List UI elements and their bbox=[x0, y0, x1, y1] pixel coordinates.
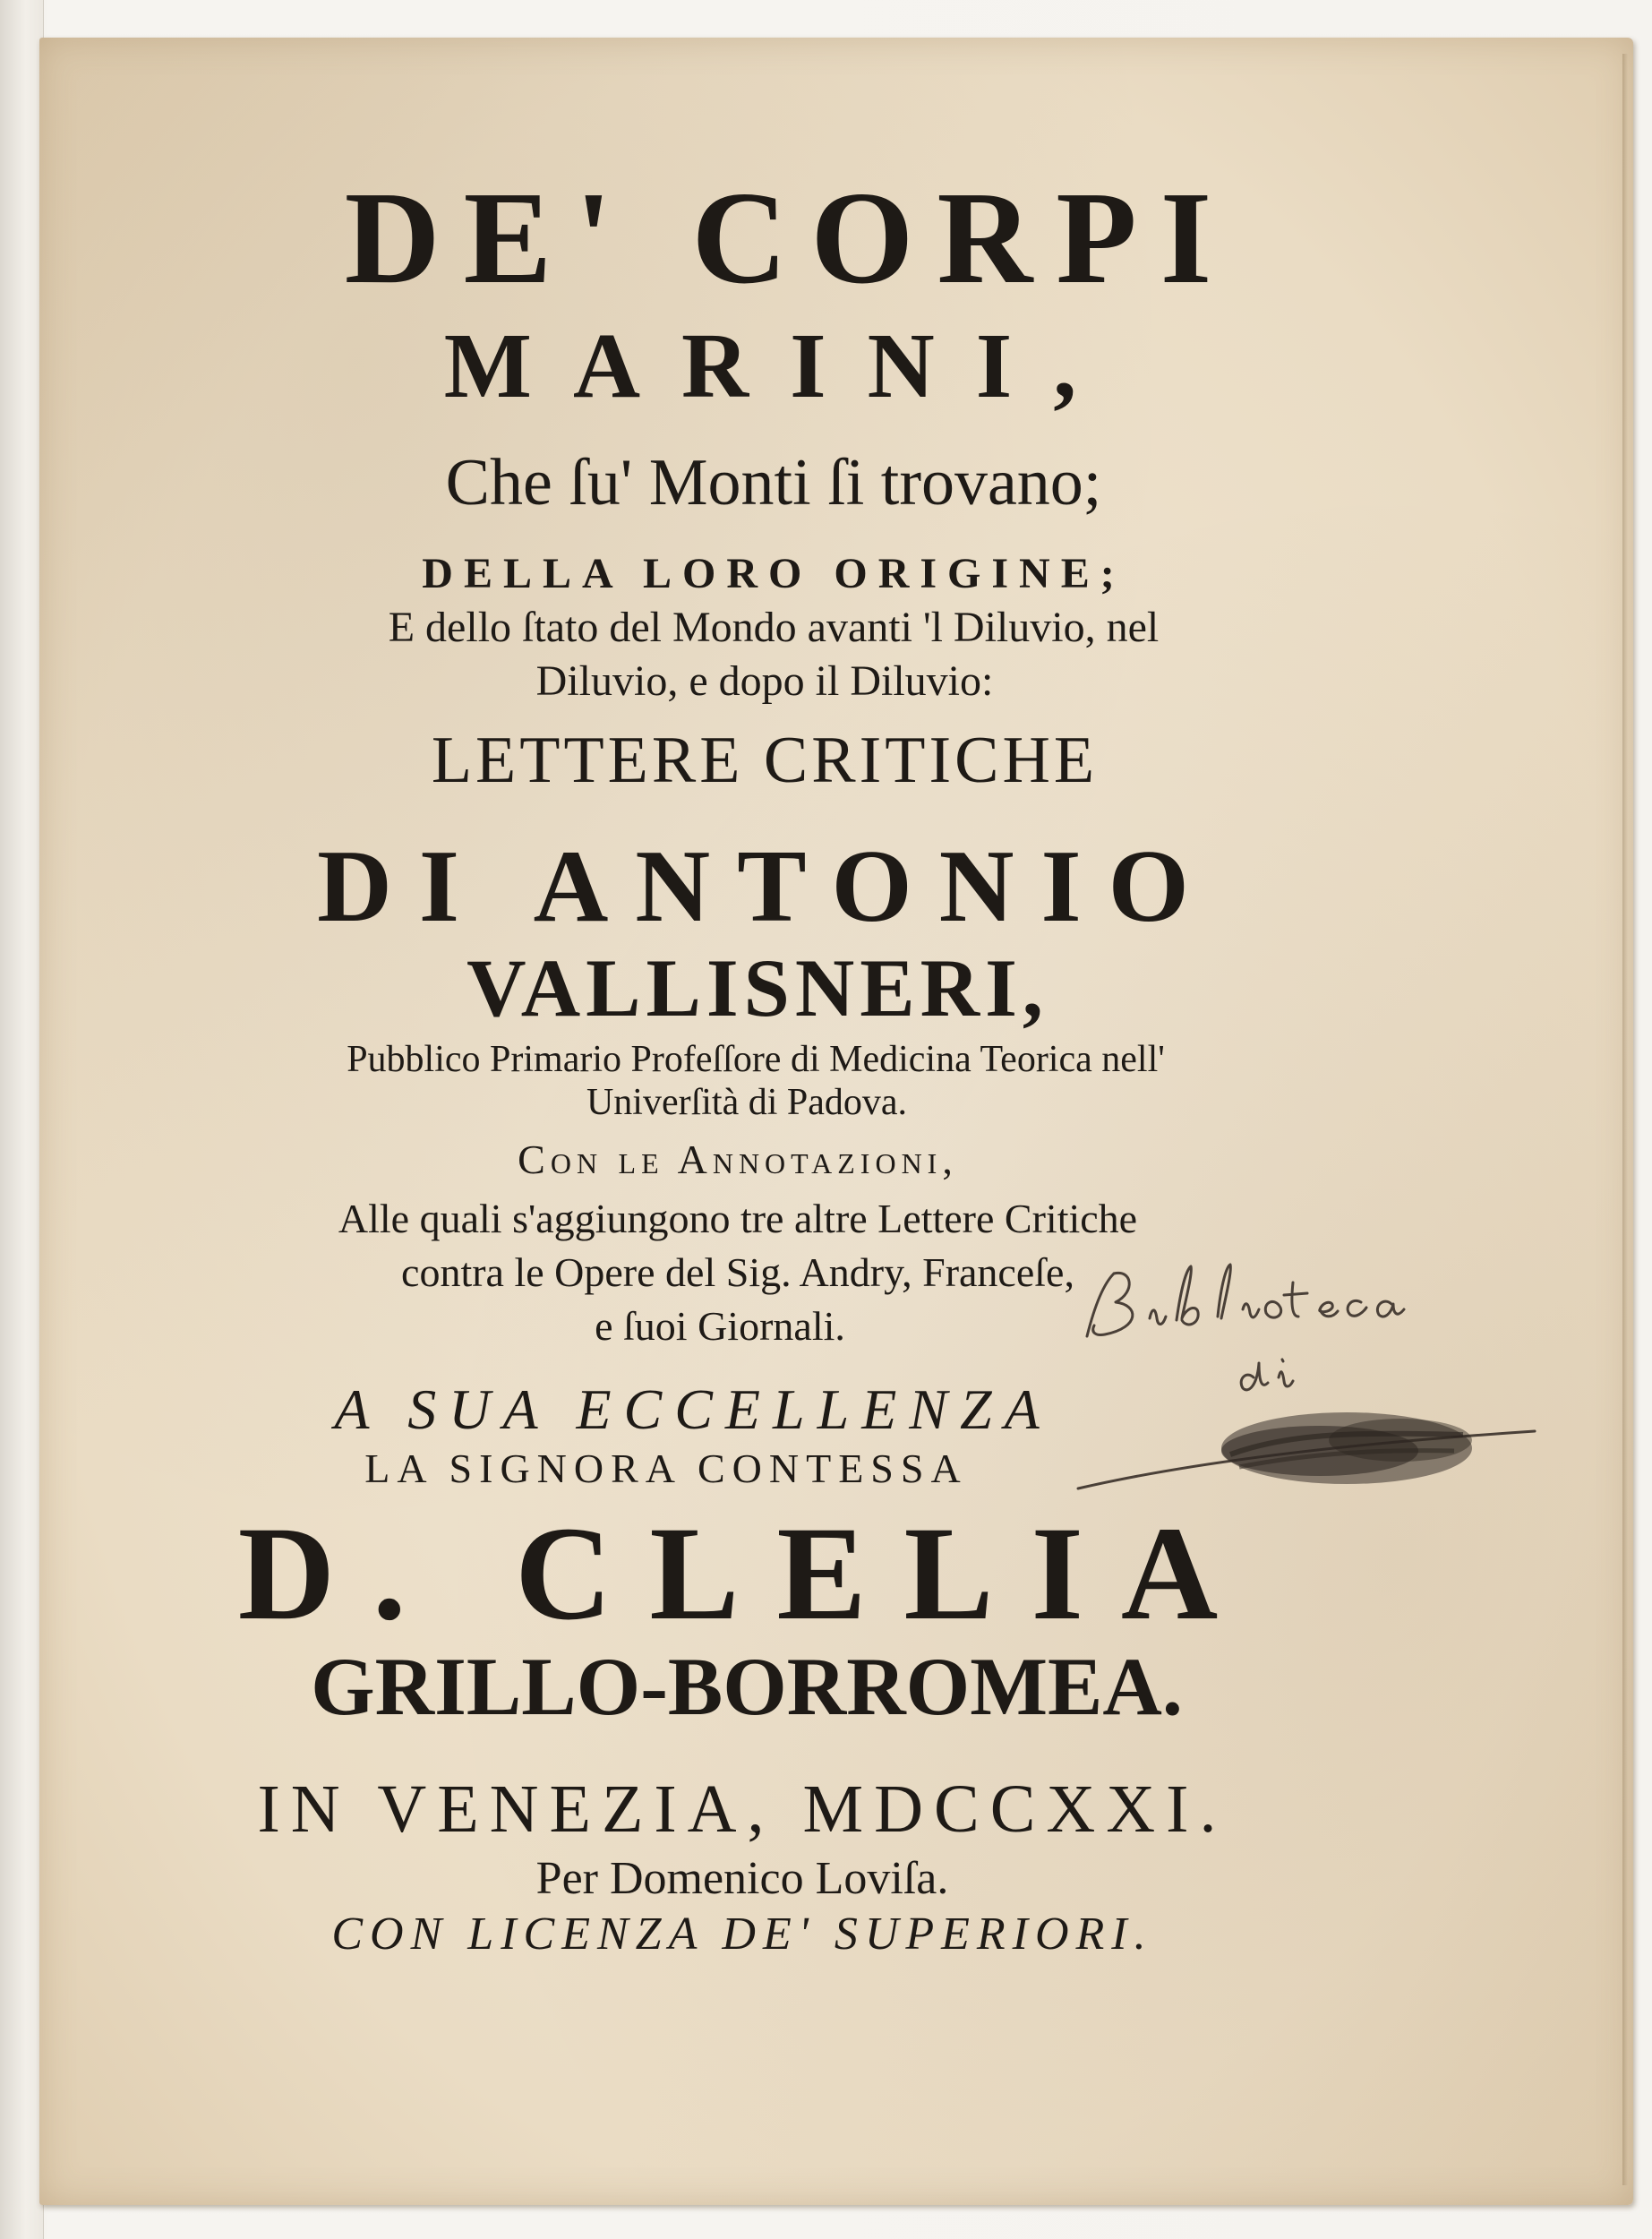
subtitle-line-che: Che ſu' Monti ſi trovano; bbox=[445, 446, 1102, 519]
title-line-de-corpi: DE' CORPI bbox=[344, 165, 1236, 312]
additions-line-1: Alle quali s'aggiungono tre altre Lettere Critiche bbox=[338, 1196, 1138, 1241]
subtitle-line-diluvio: Diluvio, e dopo il Diluvio: bbox=[535, 657, 994, 705]
dedicatee-line-clelia: D. CLELIA bbox=[237, 1499, 1256, 1648]
imprint-printer: Per Domenico Loviſa. bbox=[535, 1853, 949, 1904]
dedication-line-2: LA SIGNORA CONTESSA bbox=[364, 1445, 968, 1491]
lettere-critiche-line: LETTERE CRITICHE bbox=[431, 724, 1099, 797]
subtitle-line-dello-stato: E dello ſtato del Mondo avanti 'l Diluvio, nel bbox=[388, 604, 1160, 651]
additions-line-3: e ſuoi Giornali. bbox=[595, 1303, 845, 1349]
imprint-place-date: IN VENEZIA, MDCCXXI. bbox=[257, 1771, 1228, 1847]
author-line-vallisneri: VALLISNERI, bbox=[466, 942, 1049, 1034]
dedication-line-1: A SUA ECCELLENZA bbox=[334, 1377, 1052, 1441]
page-edge-shadow bbox=[1622, 54, 1628, 2185]
title-page bbox=[39, 38, 1633, 2205]
imprint-license: CON LICENZA DE' SUPERIORI. bbox=[331, 1909, 1153, 1960]
ownership-inscription bbox=[1051, 1220, 1553, 1506]
additions-line-2: contra le Opere del Sig. Andry, Franceſe, bbox=[401, 1249, 1074, 1295]
author-title-line: Pubblico Primario Profeſſore di Medicina Teorica nell' bbox=[347, 1039, 1165, 1080]
dedicatee-line-grillo-borromea: GRILLO-BORROMEA. bbox=[311, 1641, 1183, 1732]
subtitle-line-della-loro-origine: DELLA LORO ORIGINE; bbox=[422, 550, 1126, 597]
author-university-line: Univerſità di Padova. bbox=[586, 1082, 908, 1123]
title-line-marini: MARINI, bbox=[443, 314, 1118, 417]
handwritten-inscription-graphic bbox=[1051, 1220, 1553, 1506]
author-line-di-antonio: DI ANTONIO bbox=[317, 829, 1216, 944]
annotazioni-line: Con le Annotazioni, bbox=[518, 1137, 958, 1182]
